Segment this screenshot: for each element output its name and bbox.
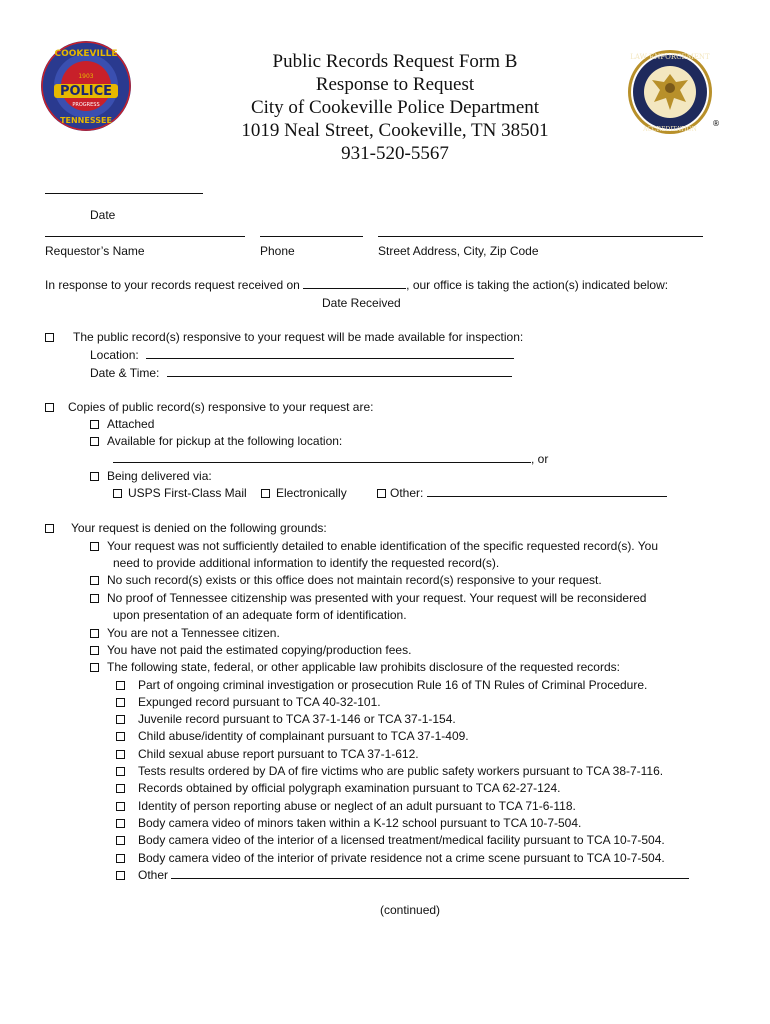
phone-label: Phone — [260, 244, 295, 258]
law-other-label: Other — [138, 868, 169, 882]
law-item: Part of ongoing criminal investigation or prosecution Rule 16 of TN Rules of Criminal Procedure. — [138, 678, 648, 692]
law-other-line[interactable] — [171, 868, 689, 879]
datetime-line[interactable] — [167, 366, 512, 377]
ground-not-citizen-checkbox[interactable] — [90, 629, 99, 638]
address-line[interactable] — [378, 236, 703, 237]
pickup-location-line[interactable] — [113, 452, 531, 463]
ground-no-record-checkbox[interactable] — [90, 576, 99, 585]
law-checkbox[interactable] — [116, 784, 125, 793]
copies-label: Copies of public record(s) responsive to your request are: — [68, 400, 374, 414]
seal-bottom-text: ACCREDITATION — [643, 126, 697, 133]
pickup-checkbox[interactable] — [90, 437, 99, 446]
ground-fees-checkbox[interactable] — [90, 646, 99, 655]
inspection-checkbox[interactable] — [45, 333, 54, 342]
law-checkbox[interactable] — [116, 698, 125, 707]
department-phone: 931-520-5567 — [341, 143, 449, 164]
inspection-label: The public record(s) responsive to your request will be made available for inspection: — [73, 330, 524, 344]
requestor-name-label: Requestor’s Name — [45, 244, 145, 258]
pickup-label: Available for pickup at the following location: — [107, 434, 343, 448]
law-item: Child abuse/identity of complainant pursuant to TCA 37-1-409. — [138, 729, 469, 743]
accreditation-seal-logo — [626, 38, 718, 146]
badge-year: 1903 — [78, 73, 94, 80]
law-item: Body camera video of the interior of a licensed treatment/medical facility pursuant to TCA 10-7-504. — [138, 833, 665, 847]
location-line[interactable] — [146, 348, 514, 359]
badge-top-text: COOKEVILLE — [54, 49, 118, 59]
law-checkbox[interactable] — [116, 715, 125, 724]
badge-bottom-text: TENNESSEE — [60, 116, 112, 125]
datetime-label: Date & Time: — [90, 366, 160, 380]
cookeville-police-badge-logo — [40, 40, 132, 132]
requestor-name-line[interactable] — [45, 236, 245, 237]
usps-checkbox[interactable] — [113, 489, 122, 498]
electronic-label: Electronically — [276, 486, 347, 500]
form-subtitle: Response to Request — [315, 74, 475, 95]
attached-checkbox[interactable] — [90, 420, 99, 429]
law-item: Identity of person reporting abuse or neglect of an adult pursuant to TCA 71-6-118. — [138, 799, 576, 813]
law-checkbox[interactable] — [116, 802, 125, 811]
ground-no-record-label: No such record(s) exists or this office does not maintain record(s) responsive to your request. — [107, 573, 602, 587]
law-checkbox[interactable] — [116, 854, 125, 863]
delivered-label: Being delivered via: — [107, 469, 212, 483]
ground-no-proof-label: No proof of Tennessee citizenship was presented with your request. Your request will be reconsidered — [107, 591, 647, 605]
law-checkbox[interactable] — [116, 681, 125, 690]
seal-registered-mark: ® — [712, 119, 720, 128]
law-other-checkbox[interactable] — [116, 871, 125, 880]
intro-suffix: , our office is taking the action(s) indicated below: — [406, 278, 669, 292]
delivered-checkbox[interactable] — [90, 472, 99, 481]
date-label: Date — [90, 208, 116, 222]
ground-not-citizen-label: You are not a Tennessee citizen. — [107, 626, 280, 640]
attached-label: Attached — [107, 417, 155, 431]
other-delivery-label: Other: — [390, 486, 424, 500]
department-name: City of Cookeville Police Department — [250, 97, 540, 118]
ground-not-detailed-checkbox[interactable] — [90, 542, 99, 551]
ground-law-checkbox[interactable] — [90, 663, 99, 672]
other-delivery-line[interactable] — [427, 486, 667, 497]
address-label: Street Address, City, Zip Code — [378, 244, 539, 258]
law-item: Tests results ordered by DA of fire victims who are public safety workers pursuant to TCA 38-7-116. — [138, 764, 664, 778]
location-label: Location: — [90, 348, 139, 362]
law-checkbox[interactable] — [116, 836, 125, 845]
law-item: Body camera video of minors taken within a K-12 school pursuant to TCA 10-7-504. — [138, 816, 582, 830]
copies-checkbox[interactable] — [45, 403, 54, 412]
law-item: Expunged record pursuant to TCA 40-32-101. — [138, 695, 381, 709]
law-item: Records obtained by official polygraph examination pursuant to TCA 62-27-124. — [138, 781, 561, 795]
date-received-line[interactable] — [303, 278, 406, 289]
seal-top-text: LAW ENFORCEMENT — [630, 53, 710, 61]
law-checkbox[interactable] — [116, 732, 125, 741]
continued-label: (continued) — [380, 903, 441, 917]
law-checkbox[interactable] — [116, 750, 125, 759]
ground-not-detailed-label: Your request was not sufficiently detailed to enable identification of the specific requested record(s). You — [107, 539, 659, 553]
denied-checkbox[interactable] — [45, 524, 54, 533]
denied-label: Your request is denied on the following grounds: — [71, 521, 327, 535]
ground-no-proof-cont: upon presentation of an adequate form of identification. — [113, 608, 407, 622]
phone-line[interactable] — [260, 236, 363, 237]
department-address: 1019 Neal Street, Cookeville, TN 38501 — [241, 120, 549, 141]
ground-not-detailed-cont: need to provide additional information to identify the requested record(s). — [113, 556, 500, 570]
badge-ribbon: PROGRESS — [72, 102, 100, 108]
ground-no-proof-checkbox[interactable] — [90, 594, 99, 603]
law-item: Body camera video of the interior of private residence not a crime scene pursuant to TCA 10-7-504. — [138, 851, 665, 865]
usps-label: USPS First-Class Mail — [128, 486, 247, 500]
law-item: Child sexual abuse report pursuant to TCA 37-1-612. — [138, 747, 419, 761]
electronic-checkbox[interactable] — [261, 489, 270, 498]
law-checkbox[interactable] — [116, 819, 125, 828]
ground-fees-label: You have not paid the estimated copying/production fees. — [107, 643, 412, 657]
form-title: Public Records Request Form B — [272, 51, 518, 72]
badge-center-text: POLICE — [59, 84, 113, 99]
other-delivery-checkbox[interactable] — [377, 489, 386, 498]
law-checkbox[interactable] — [116, 767, 125, 776]
law-item: Juvenile record pursuant to TCA 37-1-146 or TCA 37-1-154. — [138, 712, 456, 726]
date-received-label: Date Received — [322, 296, 401, 310]
ground-law-label: The following state, federal, or other applicable law prohibits disclosure of the requested records: — [107, 660, 620, 674]
pickup-or: , or — [531, 452, 549, 466]
date-line[interactable] — [45, 193, 203, 194]
intro-prefix: In response to your records request received on — [45, 278, 300, 292]
